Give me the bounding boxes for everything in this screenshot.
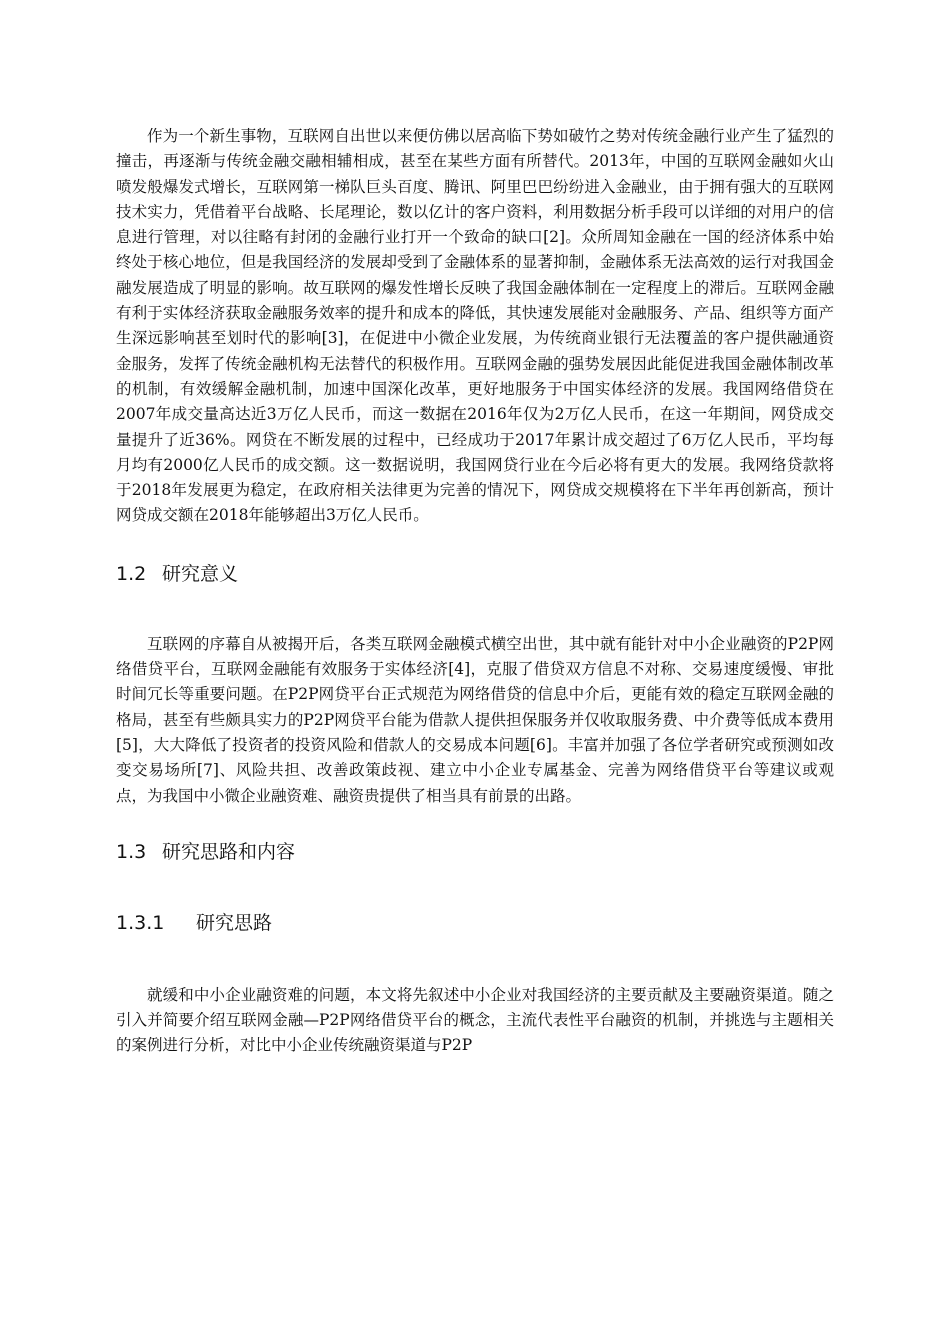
heading-title: 研究意义 [162, 562, 239, 585]
subsection-heading [116, 908, 834, 935]
heading-number: 1.2 [116, 562, 147, 585]
heading-title: 研究思路 [196, 911, 273, 934]
body-paragraph: 作为一个新生事物，互联网自出世以来便仿佛以居高临下势如破竹之势对传统金融行业产生了猛烈的撞击，再逐渐与传统金融交融相辅相成，甚至在某些方面有所替代。2013年，中国的互联网金融如火山喷发般爆发式增长，互联网第一梯队巨头百度、腾讯、阿里巴巴纷纷进入金融业，由于拥有强大的互联网技术实力，凭借着平台战略、长尾理论，数以亿计的客户资料，利用数据分析手段可以详细的对用户的信息进行管理，对以往略有封闭的金融行业打开一个致命的缺口[2]。众所周知金融在一国的经济体系中始终处于核心地位，但是我国经济的发展却受到了金融体系的显著抑制，金融体系无法高效的运行对我国金融发展造成了明显的影响。故互联网的爆发性增长反映了我国金融体制在一定程度上的滞后。互联网金融有利于实体经济获取金融服务效率的提升和成本的降低，其快速发展能对金融服务、产品、组织等方面产生深远影响甚至划时代的影响[3]，在促进中小微企业发展，为传统商业银行无法覆盖的客户提供融通资金服务，发挥了传统金融机构无法替代的积极作用。互联网金融的强势发展因此能促进我国金融体制改革的机制，有效缓解金融机制，加速中国深化改革，更好地服务于中国实体经济的发展。我国网络借贷在2007年成交量高达近3万亿人民币，而这一数据在2016年仅为2万亿人民币，在这一年期间，网贷成交量提升了近36%。网贷在不断发展的过程中，已经成功于2017年累计成交超过了6万亿人民币，平均每月均有2000亿人民币的成交额。这一数据说明，我国网贷行业在今后必将有更大的发展。我网络贷款将于2018年发展更为稳定，在政府相关法律更为完善的情况下，网贷成交规模将在下半年再创新高，预计网贷成交额在2018年能够超出3万亿人民币。 [116, 127, 834, 525]
heading-title: 研究思路和内容 [162, 840, 296, 863]
body-paragraph: 就缓和中小企业融资难的问题，本文将先叙述中小企业对我国经济的主要贡献及主要融资渠道。随之引入并简要介绍互联网金融—P2P网络借贷平台的概念，主流代表性平台融资的机制，并挑选与主题相关的案例进行分析，对比中小企业传统融资渠道与P2P [116, 985, 834, 1055]
body-paragraph: 互联网的序幕自从被揭开后，各类互联网金融模式横空出世，其中就有能针对中小企业融资的P2P网络借贷平台，互联网金融能有效服务于实体经济[4]，克服了借贷双方信息不对称、交易速度缓慢、审批时间冗长等重要问题。在P2P网贷平台正式规范为网络借贷的信息中介后，更能有效的稳定互联网金融的格局，甚至有些颇具实力的P2P网贷平台能为借款人提供担保服务并仅收取服务费、中介费等低成本费用[5]，大大降低了投资者的投资风险和借款人的交易成本问题[6]。丰富并加强了各位学者研究或预测如改变交易场所[7]、风险共担、改善政策歧视、建立中小企业专属基金、完善为网络借贷平台等建议或观点，为我国中小微企业融资难、融资贵提供了相当具有前景的出路。 [116, 634, 834, 805]
section-heading [116, 837, 834, 864]
heading-number: 1.3.1 [116, 911, 165, 934]
section-heading [116, 559, 834, 586]
heading-number: 1.3 [116, 840, 147, 863]
document-page [116, 124, 834, 1059]
